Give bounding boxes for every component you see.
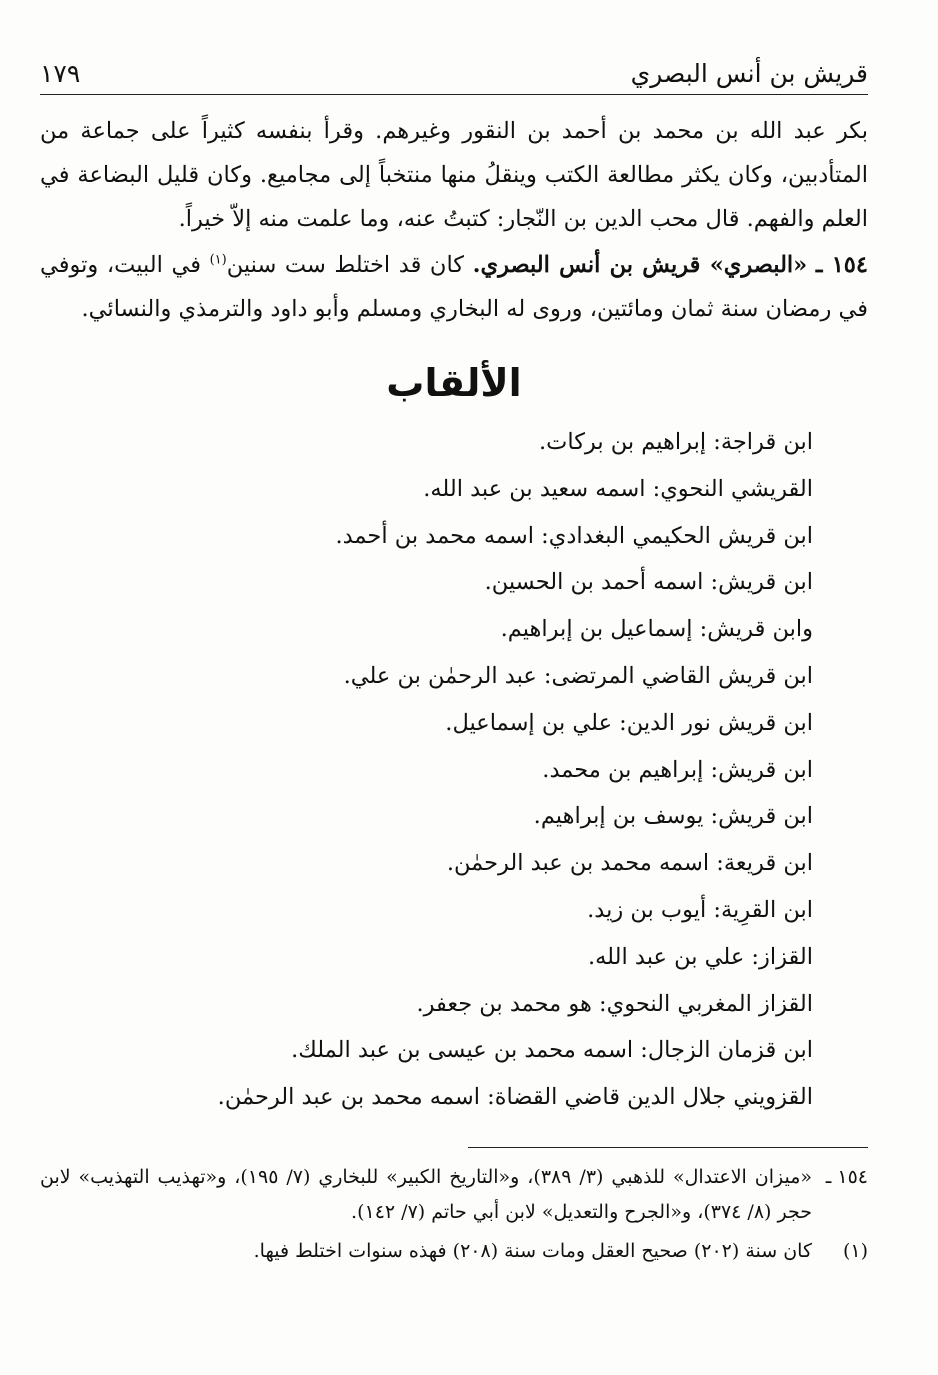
list-item: القزويني جلال الدين قاضي القضاة: اسمه محمد بن عبد الرحمٰن. bbox=[217, 1084, 813, 1111]
list-item: ابن قريش القاضي المرتضى: عبد الرحمٰن بن علي. bbox=[343, 662, 813, 689]
footnotes bbox=[40, 1160, 868, 1269]
footnote-number: ١٥٤ ـ bbox=[825, 1165, 868, 1188]
intro-paragraph: بكر عبد الله بن محمد بن أحمد بن النقور وغيرهم. وقرأ بنفسه كثيراً على جماعة من المتأدبين، وكان يكثر مطالعة الكتب وينقلُ منها منتخباً إلى مجاميع. وكان قليل البضاعة في العلم والفهم. قال محب الدين بن النّجار: كتبتُ عنه، وما علمت منه إلاّ خيراً. bbox=[40, 118, 868, 232]
footnote bbox=[40, 1234, 868, 1269]
list-item: ابن قراجة: إبراهيم بن بركات. bbox=[539, 429, 813, 455]
footnote-text: «ميزان الاعتدال» للذهبي (٣/ ٣٨٩)، و«التاريخ الكبير» للبخاري (٧/ ١٩٥)، و«تهذيب التهذيب» لابن حجر (٨/ ٣٧٤)، و«الجرح والتعديل» لابن أبي حاتم (٧/ ١٤٢). bbox=[40, 1165, 812, 1223]
book-page bbox=[40, 48, 868, 1269]
entry-text: كان قد اختلط ست سنين bbox=[226, 252, 465, 278]
list-item: القزاز: علي بن عبد الله. bbox=[587, 943, 813, 970]
footnote-marker: (١) bbox=[209, 252, 227, 268]
list-item: وابن قريش: إسماعيل بن إبراهيم. bbox=[500, 616, 813, 643]
running-header-title: قريش بن أنس البصري bbox=[630, 59, 868, 88]
biography-entry bbox=[40, 243, 868, 331]
list-item: القريشي النحوي: اسمه سعيد بن عبد الله. bbox=[423, 475, 813, 502]
entry-name: «البصري» قريش بن أنس البصري. bbox=[472, 252, 808, 278]
titles-list bbox=[40, 419, 868, 1121]
section-title: الألقاب bbox=[386, 361, 522, 405]
footnote-number: (١) bbox=[842, 1239, 868, 1262]
entry-number: ١٥٤ ـ bbox=[815, 252, 868, 278]
footnote-divider bbox=[468, 1147, 868, 1148]
list-item: ابن قريش الحكيمي البغدادي: اسمه محمد بن أحمد. bbox=[335, 522, 813, 549]
list-item: ابن قريش: يوسف بن إبراهيم. bbox=[533, 803, 813, 830]
list-item: ابن قريش: اسمه أحمد بن الحسين. bbox=[484, 569, 813, 596]
running-header bbox=[40, 48, 868, 95]
entry-text-continued: في البيت، وتوفي في رمضان سنة ثمان ومائتين، وروى له البخاري ومسلم وأبو داود والترمذي والنسائي. bbox=[40, 252, 868, 322]
list-item: ابن قريعة: اسمه محمد بن عبد الرحمٰن. bbox=[446, 850, 813, 877]
list-item: ابن قريش نور الدين: علي بن إسماعيل. bbox=[445, 709, 813, 736]
page-number: ١٧٩ bbox=[40, 59, 81, 88]
list-item: ابن قريش: إبراهيم بن محمد. bbox=[542, 756, 813, 783]
list-item: ابن قزمان الزجال: اسمه محمد بن عيسى بن عبد الملك. bbox=[291, 1037, 813, 1064]
list-item: القزاز المغربي النحوي: هو محمد بن جعفر. bbox=[416, 990, 813, 1017]
footnote-text: كان سنة (٢٠٢) صحيح العقل ومات سنة (٢٠٨) فهذه سنوات اختلط فيها. bbox=[253, 1239, 812, 1262]
list-item: ابن القرِية: أيوب بن زيد. bbox=[587, 896, 813, 923]
footnote bbox=[40, 1160, 868, 1230]
